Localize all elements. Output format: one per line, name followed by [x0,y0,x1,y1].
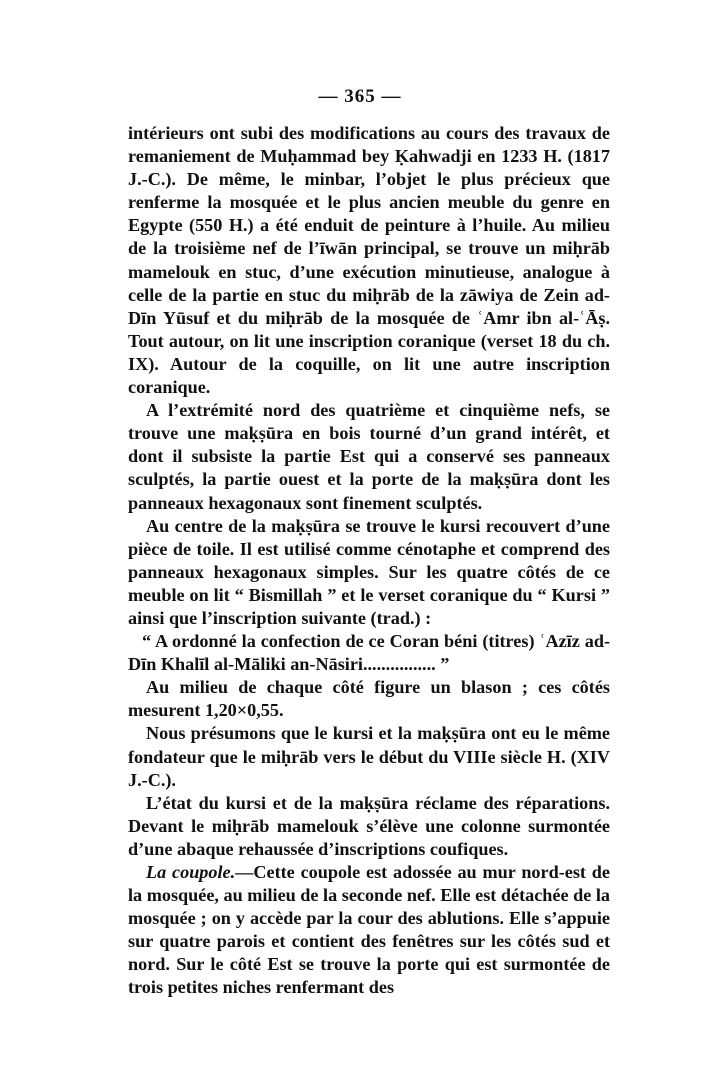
paragraph-1: intérieurs ont subi des modifications au cours des travaux de remaniement de Muḥammad bey Ḳahwadji en 1233 H. (1817 J.-C.). De même, le minbar, l’objet le plus précieux que renferme la mosquée et le plus ancien meuble du genre en Egypte (550 H.) a été enduit de peinture à l’huile. Au milieu de la troisième nef de l’īwān principal, se trouve un miḥrāb mamelouk en stuc, d’une exécution minutieuse, analogue à celle de la partie en stuc du miḥrāb de la zāwiya de Zein ad-Dīn Yūsuf et du miḥrāb de la mosquée de ʿAmr ibn al-ʿĀṣ. Tout autour, on lit une inscription coranique (verset 18 du ch. IX). Autour de la coquille, on lit une autre inscription coranique. [128,123,610,398]
paragraph-2: A l’extrémité nord des quatrième et cinquième nefs, se trouve une maḳṣūra en bois tourné d’un grand intérêt, et dont il subsiste la partie Est qui a conservé ses panneaux sculptés, la partie ouest et la porte de la maḳṣūra dont les panneaux hexagonaux sont finement sculptés. [128,400,610,513]
paragraph-3: Au centre de la maḳṣūra se trouve le kursi recouvert d’une pièce de toile. Il est utilisé comme cénotaphe et comprend des panneaux hexagonaux simples. Sur les quatre côtés de ce meuble on lit “ Bismillah ” et le verset coranique du “ Kursi ” ainsi que l’inscription suivante (trad.) : [128,515,610,628]
paragraph-8 [128,861,610,1000]
paragraph-5: Au milieu de chaque côté figure un blason ; ces côtés mesurent 1,20×0,55. [128,677,610,721]
paragraph-6: Nous présumons que le kursi et la maḳṣūra ont eu le même fondateur que le miḥrāb vers le début du VIIIe siècle H. (XIV J.-C.). [128,723,610,790]
page-number: — 365 — [318,86,402,107]
body-text [128,122,610,1000]
paragraph-8-text: —Cette coupole est adossée au mur nord-est de la mosquée, au milieu de la seconde nef. Elle est détachée de la mosquée ; on y accède par la cour des ablutions. Elle s’appuie sur quatre parois et contient des fenêtres sur les côtés sud et nord. Sur le côté Est se trouve la porte qui est surmontée de trois petites niches renfermant des [128,862,610,998]
paragraph-quote: “ A ordonné la confection de ce Coran béni (titres) ʿAzīz ad-Dīn Khalīl al-Māliki an-Nāsiri................ ” [128,631,610,675]
section-heading-coupole: La coupole. [146,862,236,882]
paragraph-7: L’état du kursi et de la maḳṣūra réclame des réparations. Devant le miḥrāb mamelouk s’élève une colonne surmontée d’une abaque rehaussée d’inscriptions coufiques. [128,792,610,859]
